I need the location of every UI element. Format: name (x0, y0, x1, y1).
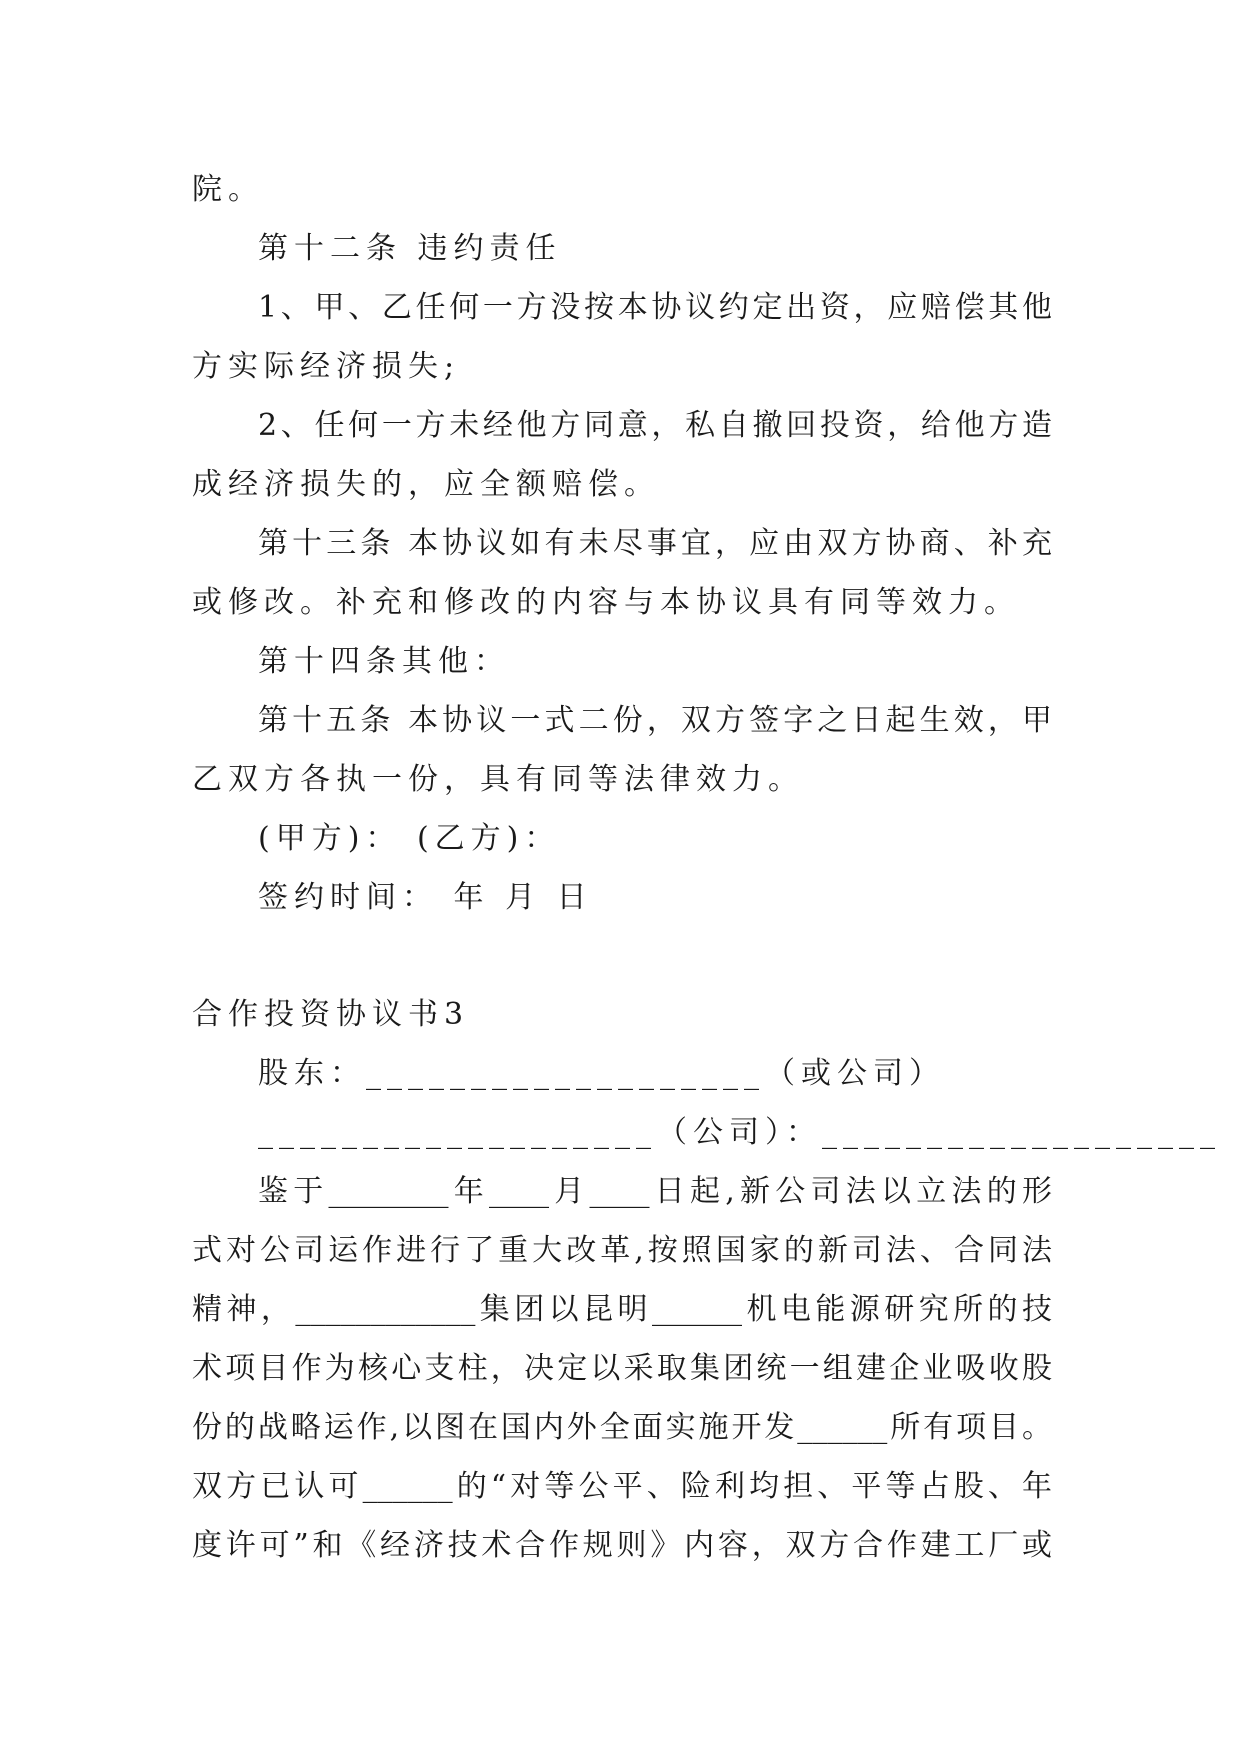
text-line: 度许可”和《经济技术合作规则》内容，双方合作建工厂或 (192, 1528, 1052, 1563)
text-line: 鉴于________年____月____日起,新公司法以立法的形 (258, 1174, 1052, 1209)
signature-parties: (甲方)： (乙方)： (258, 821, 561, 856)
company-field: ___________________（公司）：___________________ (258, 1115, 1221, 1150)
section-gap (192, 927, 1052, 985)
document-page (192, 160, 1221, 1575)
text-line: 术项目作为核心支柱，决定以采取集团统一组建企业吸收股 (192, 1351, 1052, 1386)
article-heading: 第十二条 违约责任 (258, 231, 562, 266)
text-line: 方实际经济损失; (192, 349, 461, 384)
text-line: 式对公司运作进行了重大改革,按照国家的新司法、合同法 (192, 1233, 1052, 1268)
text-line: 乙双方各执一份，具有同等法律效力。 (192, 762, 804, 797)
text-line: 双方已认可______的“对等公平、险利均担、平等占股、年 (192, 1469, 1052, 1504)
text-line: 第十三条 本协议如有未尽事宜，应由双方协商、补充 (258, 526, 1052, 561)
signing-date: 签约时间： 年 月 日 (258, 880, 593, 915)
text-line: 份的战略运作,以图在国内外全面实施开发______所有项目。 (192, 1410, 1052, 1445)
text-line: 第十五条 本协议一式二份，双方签字之日起生效，甲 (258, 703, 1052, 738)
text-line: 或修改。补充和修改的内容与本协议具有同等效力。 (192, 585, 1020, 620)
text-line: 1、甲、乙任何一方没按本协议约定出资，应赔偿其他 (258, 290, 1052, 325)
text-line: 第十四条其他： (258, 644, 510, 679)
text-line: 院。 (192, 172, 264, 207)
text-line: 成经济损失的，应全额赔偿。 (192, 467, 660, 502)
text-line: 2、任何一方未经他方同意，私自撤回投资，给他方造 (258, 408, 1052, 443)
text-line: 精神，____________集团以昆明______机电能源研究所的技 (192, 1292, 1052, 1327)
document-title: 合作投资协议书3 (192, 997, 470, 1032)
shareholder-field: 股东：___________________（或公司） (258, 1056, 945, 1091)
